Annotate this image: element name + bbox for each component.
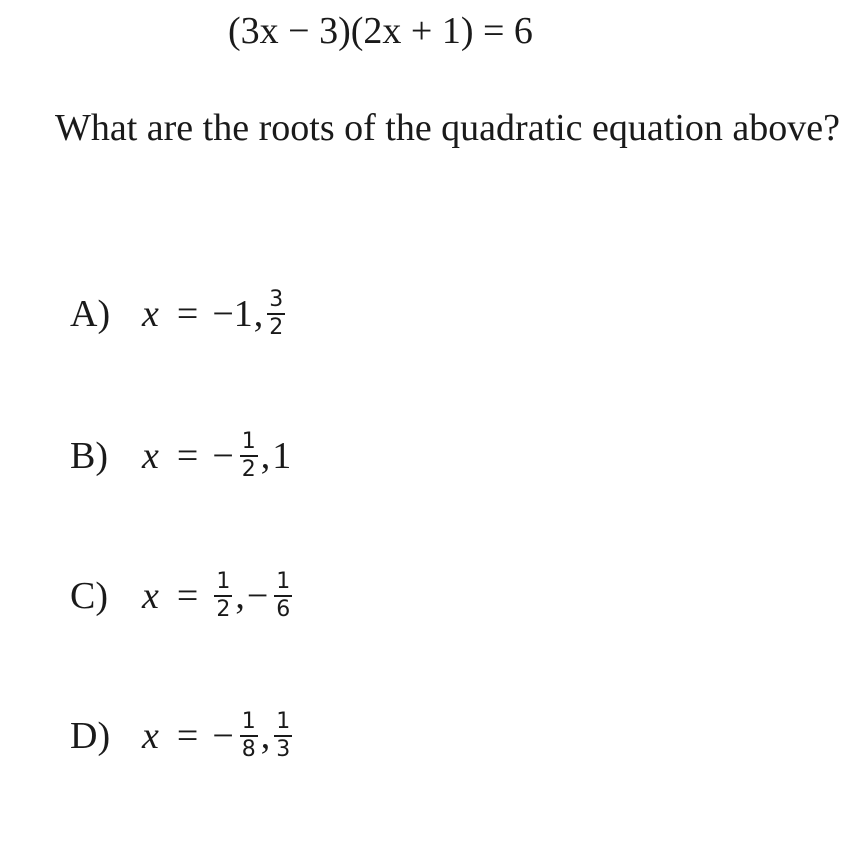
numerator: 1 bbox=[276, 569, 291, 594]
variable-x: x bbox=[142, 293, 159, 335]
comma: , bbox=[260, 435, 271, 477]
equals-sign: = bbox=[176, 575, 199, 617]
fraction bbox=[240, 710, 258, 762]
numerator: 1 bbox=[216, 569, 231, 594]
fraction bbox=[214, 570, 232, 622]
comma: , bbox=[253, 293, 264, 335]
choice-letter: B) bbox=[70, 435, 108, 477]
fraction bbox=[274, 570, 292, 622]
denominator: 3 bbox=[276, 737, 291, 762]
root-value: −1 bbox=[212, 293, 253, 335]
equation: (3x − 3)(2x + 1) = 6 bbox=[228, 10, 533, 52]
answer-expression bbox=[212, 710, 294, 762]
choice-b[interactable] bbox=[70, 416, 291, 496]
choice-c[interactable] bbox=[70, 556, 294, 636]
answer-expression bbox=[212, 430, 291, 482]
equals-sign: = bbox=[176, 293, 199, 335]
numerator: 3 bbox=[269, 287, 284, 312]
denominator: 6 bbox=[276, 597, 291, 622]
choice-d[interactable] bbox=[70, 696, 294, 776]
answer-expression bbox=[212, 570, 294, 622]
comma: , bbox=[260, 715, 271, 757]
choice-letter: C) bbox=[70, 575, 108, 617]
denominator: 8 bbox=[241, 737, 256, 762]
numerator: 1 bbox=[241, 429, 256, 454]
choice-a[interactable] bbox=[70, 274, 287, 354]
fraction bbox=[240, 430, 258, 482]
comma: , bbox=[235, 575, 245, 617]
equals-sign: = bbox=[176, 435, 199, 477]
variable-x: x bbox=[142, 435, 159, 477]
numerator: 1 bbox=[276, 709, 291, 734]
choice-letter: D) bbox=[70, 715, 111, 757]
variable-x: x bbox=[142, 715, 159, 757]
variable-x: x bbox=[142, 575, 159, 617]
numerator: 1 bbox=[241, 709, 256, 734]
answer-expression bbox=[212, 288, 287, 340]
denominator: 2 bbox=[241, 457, 256, 482]
question-text: What are the roots of the quadratic equation above? bbox=[55, 107, 840, 149]
choice-letter: A) bbox=[70, 293, 111, 335]
fraction bbox=[274, 710, 292, 762]
denominator: 2 bbox=[269, 315, 284, 340]
denominator: 2 bbox=[216, 597, 231, 622]
root-value: 1 bbox=[272, 435, 292, 477]
minus-sign: − bbox=[212, 715, 234, 757]
minus-sign: − bbox=[246, 575, 269, 617]
fraction bbox=[267, 288, 285, 340]
minus-sign: − bbox=[212, 435, 234, 477]
equals-sign: = bbox=[176, 715, 199, 757]
